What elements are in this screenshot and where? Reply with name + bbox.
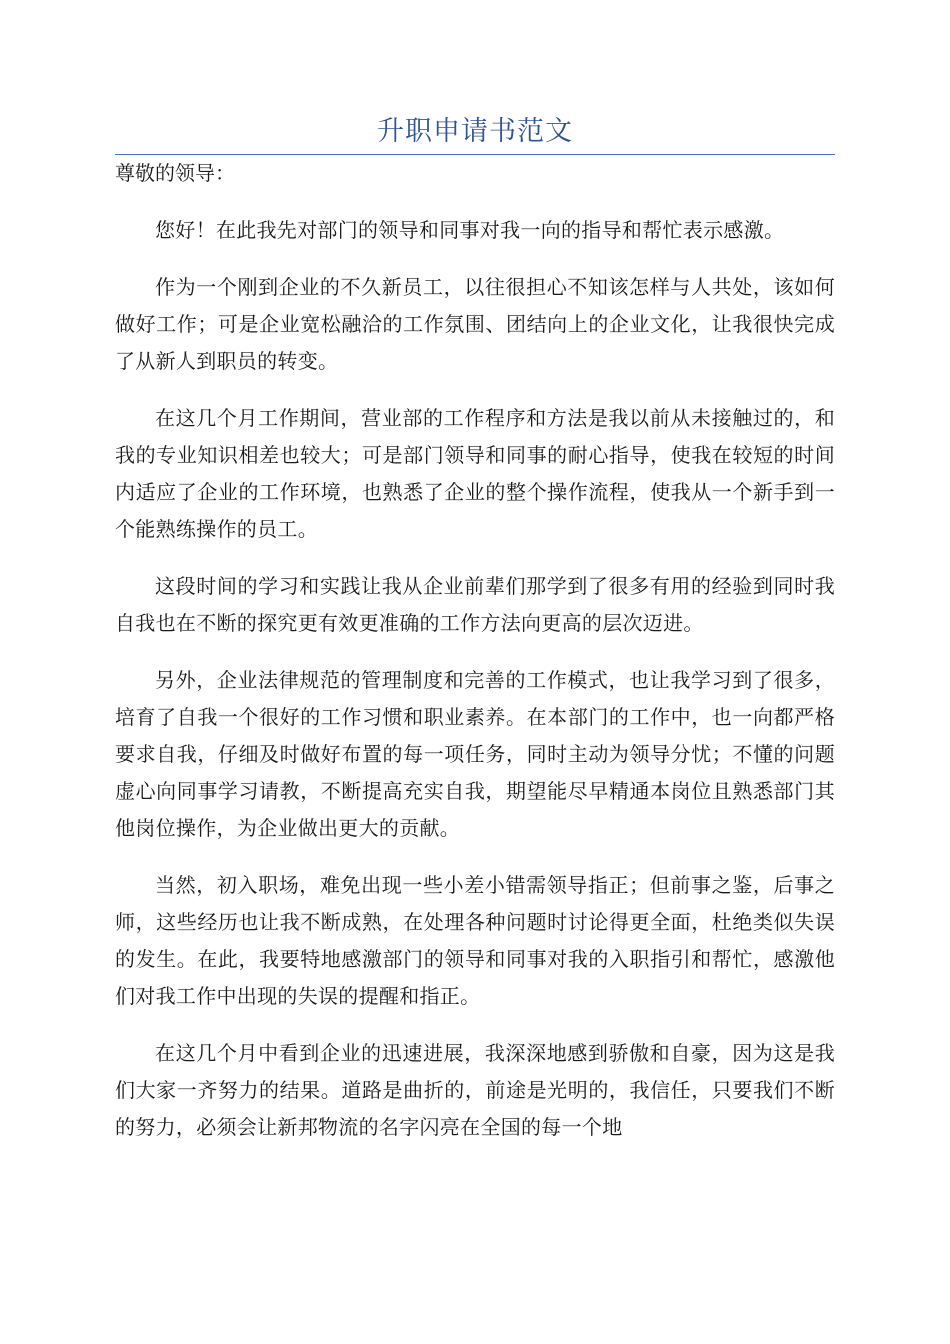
salutation: 尊敬的领导： xyxy=(115,161,235,185)
paragraph-4: 这段时间的学习和实践让我从企业前辈们那学到了很多有用的经验到同时我自我也在不断的探究更有效更准确的工作方法向更高的层次迈进。 xyxy=(115,574,835,635)
document-title: 升职申请书范文 xyxy=(377,116,573,147)
paragraph-1: 您好！在此我先对部门的领导和同事对我一向的指导和帮忙表示感激。 xyxy=(155,218,785,242)
paragraph-5: 另外，企业法律规范的管理制度和完善的工作模式，也让我学习到了很多，培育了自我一个很好的工作习惯和职业素养。在本部门的工作中，也一向都严格要求自我，仔细及时做好布置的每一项任务，同时主动为领导分忧；不懂的问题虚心向同事学习请教，不断提高充实自我，期望能尽早精通本岗位且熟悉部门其他岗位操作，为企业做出更大的贡献。 xyxy=(115,668,835,840)
paragraph-6: 当然，初入职场，难免出现一些小差小错需领导指正；但前事之鉴，后事之师，这些经历也让我不断成熟，在处理各种问题时讨论得更全面，杜绝类似失误的发生。在此，我要特地感激部门的领导和同事对我的入职指引和帮忙，感激他们对我工作中出现的失误的提醒和指正。 xyxy=(115,873,835,1008)
paragraph-3: 在这几个月工作期间，营业部的工作程序和方法是我以前从未接触过的，和我的专业知识相差也较大；可是部门领导和同事的耐心指导，使我在较短的时间内适应了企业的工作环境，也熟悉了企业的整个操作流程，使我从一个新手到一个能熟练操作的员工。 xyxy=(115,406,835,541)
paragraph-7: 在这几个月中看到企业的迅速进展，我深深地感到骄傲和自豪，因为这是我们大家一齐努力的结果。道路是曲折的，前途是光明的，我信任，只要我们不断的努力，必须会让新邦物流的名字闪亮在全国的每一个地 xyxy=(115,1041,835,1139)
paragraph-2: 作为一个刚到企业的不久新员工，以往很担心不知该怎样与人共处，该如何做好工作；可是企业宽松融洽的工作氛围、团结向上的企业文化，让我很快完成了从新人到职员的转变。 xyxy=(115,275,835,373)
document-body xyxy=(115,150,835,1146)
